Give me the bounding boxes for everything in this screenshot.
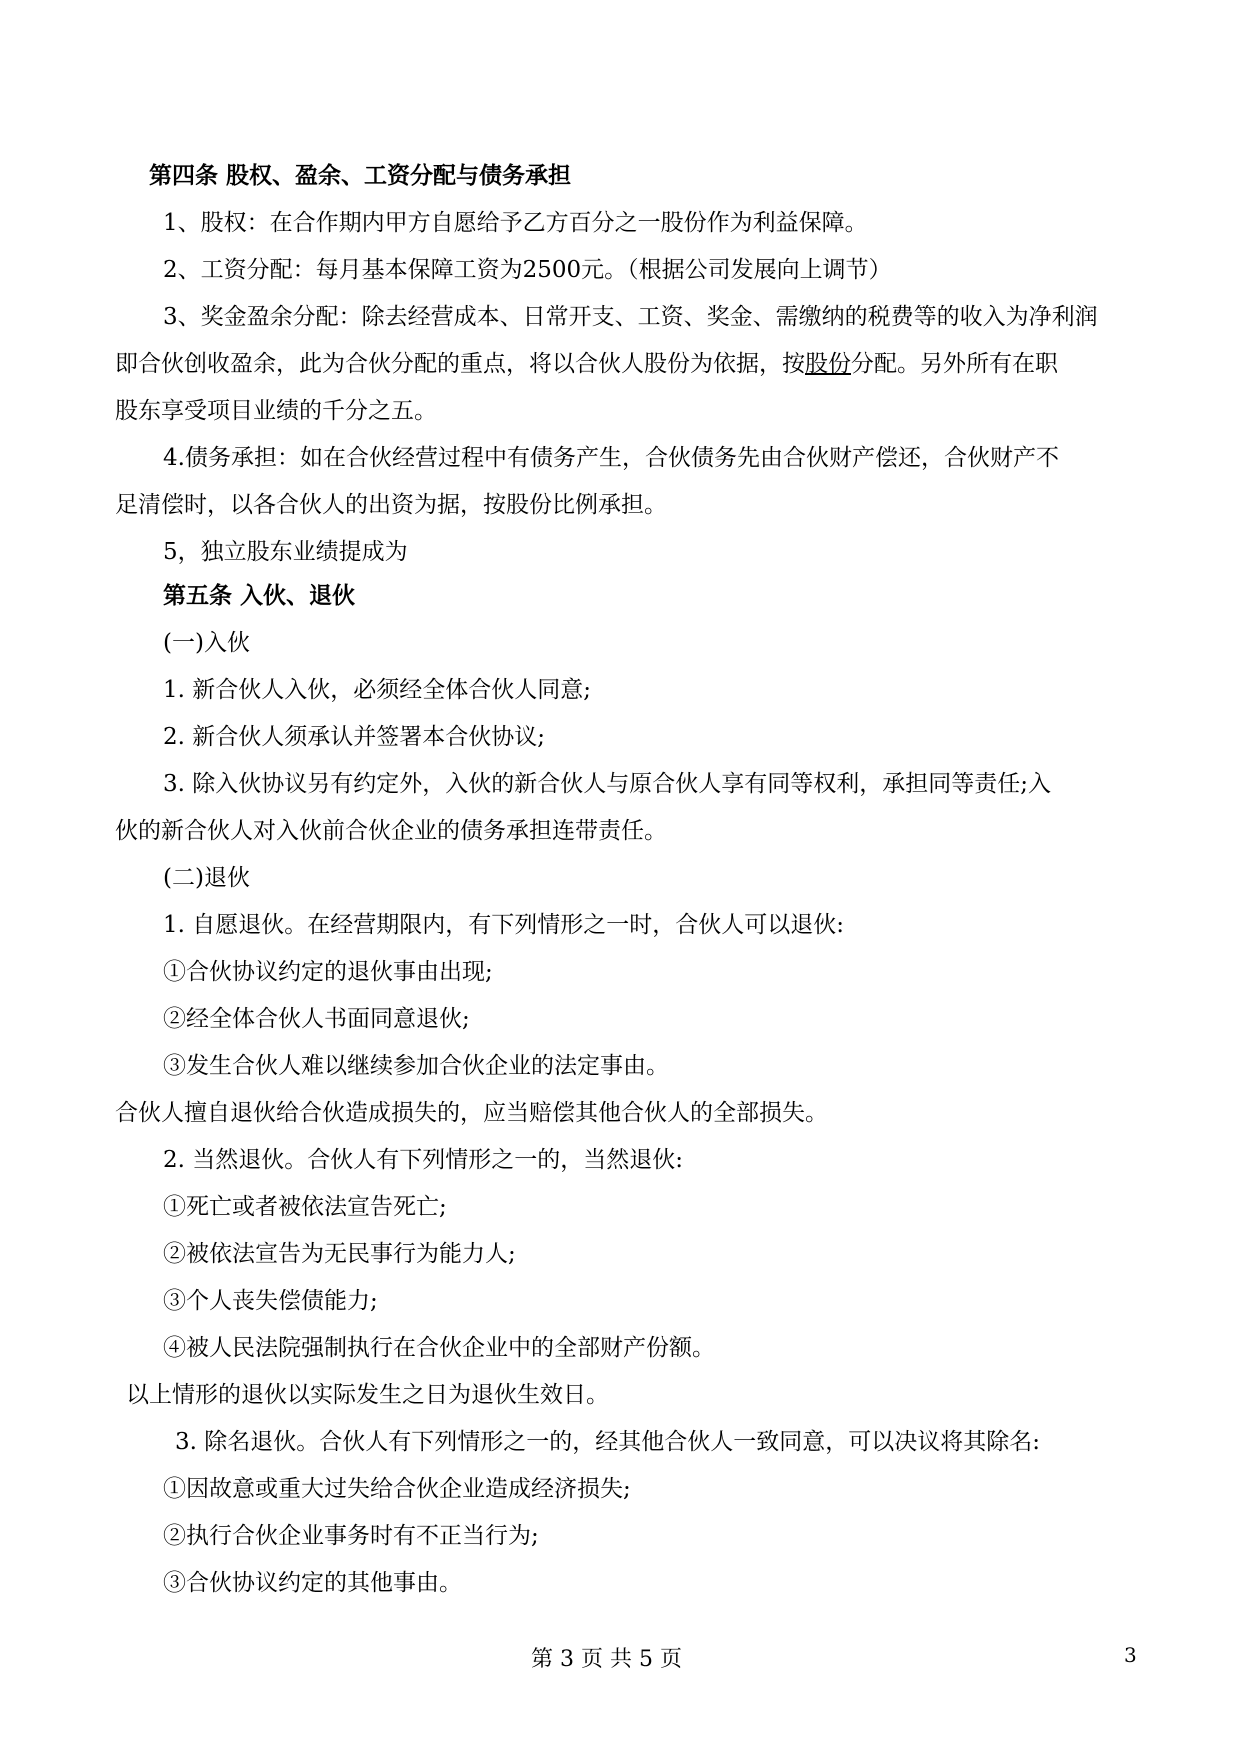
exit-item-2: 2. 当然退伙。合伙人有下列情形之一的，当然退伙: — [163, 1147, 684, 1173]
exit-item-2-case-b: ②被依法宣告为无民事行为能力人; — [163, 1241, 516, 1267]
join-item-1: 1. 新合伙人入伙，必须经全体合伙人同意; — [163, 677, 592, 703]
exit-item-2-case-a: ①死亡或者被依法宣告死亡; — [163, 1194, 447, 1220]
exit-item-1-case-c: ③发生合伙人难以继续参加合伙企业的法定事由。 — [163, 1053, 669, 1079]
join-item-3-line-2: 伙的新合伙人对入伙前合伙企业的债务承担连带责任。 — [115, 818, 667, 844]
exit-item-1-case-b: ②经全体合伙人书面同意退伙; — [163, 1006, 470, 1032]
article4-paragraph-3-line-2 — [115, 348, 1058, 380]
article4-paragraph-3-line-3: 股东享受项目业绩的千分之五。 — [115, 398, 437, 424]
exit-item-3-case-c: ③合伙协议约定的其他事由。 — [163, 1570, 462, 1596]
join-item-3-line-1: 3. 除入伙协议另有约定外，入伙的新合伙人与原合伙人享有同等权利，承担同等责任;入 — [163, 771, 1052, 797]
exit-item-3: 3. 除名退伙。合伙人有下列情形之一的，经其他合伙人一致同意，可以决议将其除名: — [175, 1429, 1041, 1455]
page-footer-label: 第 3 页 共 5 页 — [531, 1647, 682, 1672]
exit-item-1-case-a: ①合伙协议约定的退伙事由出现; — [163, 959, 493, 985]
page-number: 3 — [1124, 1643, 1137, 1667]
join-item-2: 2. 新合伙人须承认并签署本合伙协议; — [163, 724, 546, 750]
exit-item-3-case-a: ①因故意或重大过失给合伙企业造成经济损失; — [163, 1476, 631, 1502]
exit-item-2-note: 以上情形的退伙以实际发生之日为退伙生效日。 — [126, 1382, 609, 1408]
exit-item-3-case-b: ②执行合伙企业事务时有不正当行为; — [163, 1523, 539, 1549]
article4-paragraph-4-line-1: 4.债务承担：如在合伙经营过程中有债务产生，合伙债务先由合伙财产偿还，合伙财产不 — [163, 445, 1059, 471]
exit-item-1: 1. 自愿退伙。在经营期限内，有下列情形之一时，合伙人可以退伙: — [163, 912, 845, 938]
exit-item-2-case-c: ③个人丧失偿债能力; — [163, 1288, 378, 1314]
article4-paragraph-3-line-1: 3、奖金盈余分配：除去经营成本、日常开支、工资、奖金、需缴纳的税费等的收入为净利润 — [163, 304, 1098, 330]
article4-paragraph-2: 2、工资分配：每月基本保障工资为2500元。（根据公司发展向上调节） — [163, 257, 892, 283]
underlined-term: 股份 — [805, 351, 851, 377]
exit-item-1-note: 合伙人擅自退伙给合伙造成损失的，应当赔偿其他合伙人的全部损失。 — [115, 1100, 828, 1126]
paragraph-text: 即合伙创收盈余，此为合伙分配的重点，将以合伙人股份为依据，按 — [115, 351, 805, 377]
join-section-title: (一)入伙 — [163, 630, 250, 656]
exit-item-2-case-d: ④被人民法院强制执行在合伙企业中的全部财产份额。 — [163, 1335, 715, 1361]
article4-heading: 第四条 股权、盈余、工资分配与债务承担 — [149, 162, 572, 189]
article4-paragraph-5: 5，独立股东业绩提成为 — [163, 539, 408, 565]
article4-paragraph-1: 1、股权：在合作期内甲方自愿给予乙方百分之一股份作为利益保障。 — [163, 210, 868, 236]
paragraph-text: 分配。另外所有在职 — [851, 351, 1058, 377]
article4-paragraph-4-line-2: 足清偿时，以各合伙人的出资为据，按股份比例承担。 — [115, 492, 667, 518]
article5-heading: 第五条 入伙、退伙 — [163, 582, 356, 609]
exit-section-title: (二)退伙 — [163, 865, 250, 891]
